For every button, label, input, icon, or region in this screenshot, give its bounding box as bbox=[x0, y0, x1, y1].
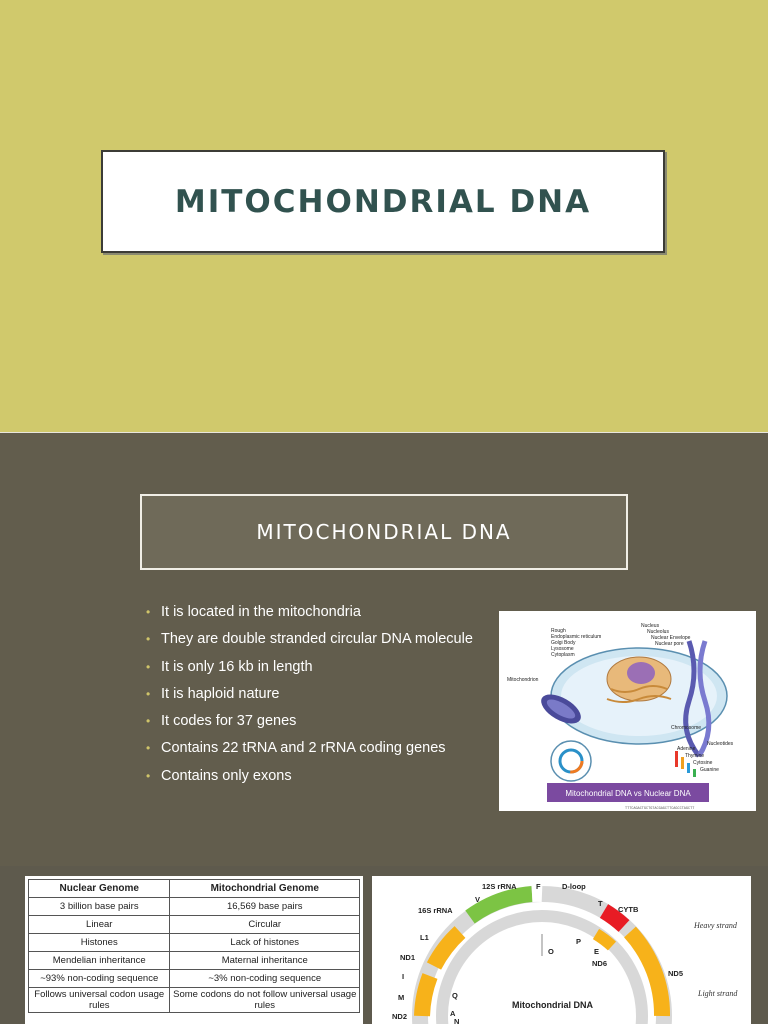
bullet-dot: • bbox=[146, 768, 151, 783]
table-cell: Histones bbox=[29, 934, 170, 952]
label-nd1: ND1 bbox=[400, 953, 416, 962]
label-v: V bbox=[475, 895, 481, 904]
slide-comparison bbox=[0, 866, 768, 1024]
table-row bbox=[29, 934, 360, 952]
cell-illustration bbox=[499, 611, 756, 811]
header-nuclear: Nuclear Genome bbox=[29, 880, 170, 898]
label-n: N bbox=[454, 1017, 460, 1024]
label-nd2: ND2 bbox=[392, 1012, 408, 1021]
bullet-item bbox=[146, 735, 473, 762]
label-endoplasmic: Endoplasmic reticulum bbox=[551, 634, 602, 640]
bullet-text: It is located in the mitochondria bbox=[161, 604, 361, 620]
table-cell: Follows universal codon usage rules bbox=[29, 988, 170, 1013]
table-cell: Lack of histones bbox=[170, 934, 360, 952]
mtdna-map bbox=[372, 876, 751, 1024]
mtdna-map-panel bbox=[372, 876, 751, 1024]
label-mitochondrion: Mitochondrion bbox=[507, 677, 539, 683]
guanine-bar bbox=[693, 769, 696, 777]
label-16s-rrna: 16S rRNA bbox=[418, 906, 453, 915]
slide-content bbox=[0, 432, 768, 866]
label-q: Q bbox=[452, 991, 458, 1000]
label-i: I bbox=[402, 972, 405, 981]
label-nuclear-envelope: Nuclear Envelope bbox=[651, 635, 691, 641]
table-cell: 16,569 base pairs bbox=[170, 898, 360, 916]
label-adenine: Adenine bbox=[677, 746, 696, 752]
bullet-item bbox=[146, 599, 473, 626]
label-cytosine: Cytosine bbox=[693, 760, 713, 766]
table-row bbox=[29, 916, 360, 934]
label-l1: L1 bbox=[420, 933, 429, 942]
bullet-text: It is haploid nature bbox=[161, 685, 280, 702]
bullet-item bbox=[146, 763, 473, 790]
bullet-item bbox=[146, 626, 473, 653]
label-nucleus: Nucleus bbox=[641, 623, 660, 629]
label-a: A bbox=[450, 1009, 456, 1018]
figure-sequence: TTTCAGACTGCTGTACGAGCTTCAGCCTAGCTT bbox=[625, 807, 695, 811]
bullet-dot: • bbox=[146, 686, 151, 701]
bullet-dot: • bbox=[146, 659, 151, 674]
slide-title-text: MITOCHONDRIAL DNA bbox=[174, 183, 592, 220]
label-cytb: CYTB bbox=[618, 905, 639, 914]
mtdna-zoom bbox=[551, 741, 591, 781]
label-nd5: ND5 bbox=[668, 969, 684, 978]
adenine-bar bbox=[675, 751, 678, 767]
content-title-box bbox=[140, 494, 628, 570]
cytosine-bar bbox=[687, 763, 690, 773]
label-lysosome: Lysosome bbox=[551, 646, 574, 652]
label-f: F bbox=[536, 882, 541, 891]
bullet-dot: • bbox=[146, 632, 151, 647]
bullet-list bbox=[146, 599, 473, 790]
table-cell: Circular bbox=[170, 916, 360, 934]
label-rough: Rough bbox=[551, 628, 566, 634]
label-cytoplasm: Cytoplasm bbox=[551, 652, 575, 658]
table-cell: Linear bbox=[29, 916, 170, 934]
table-cell: ~93% non-coding sequence bbox=[29, 970, 170, 988]
table-cell: ~3% non-coding sequence bbox=[170, 970, 360, 988]
label-thymine: Thymine bbox=[685, 753, 705, 759]
map-center-label: Mitochondrial DNA bbox=[512, 1000, 593, 1010]
cell-diagram bbox=[499, 611, 756, 811]
table-header-row bbox=[29, 880, 360, 898]
bullet-item bbox=[146, 681, 473, 708]
bullet-text: It is only 16 kb in length bbox=[161, 658, 313, 675]
label-12s-rrna: 12S rRNA bbox=[482, 882, 517, 891]
thymine-bar bbox=[681, 757, 684, 769]
label-light-strand: Light strand bbox=[698, 989, 738, 998]
nucleolus-shape bbox=[627, 662, 655, 684]
nd2-arc bbox=[422, 976, 430, 1016]
table-cell: Maternal inheritance bbox=[170, 952, 360, 970]
bullet-dot: • bbox=[146, 741, 151, 756]
title-box bbox=[101, 150, 665, 253]
comparison-table-panel bbox=[25, 876, 363, 1024]
bullet-text: They are double stranded circular DNA molecule bbox=[161, 631, 473, 648]
table-row bbox=[29, 970, 360, 988]
header-mitochondrial: Mitochondrial Genome bbox=[170, 880, 360, 898]
label-guanine: Guanine bbox=[700, 767, 719, 773]
table-row bbox=[29, 988, 360, 1013]
comparison-table bbox=[28, 879, 360, 1013]
figure-banner-text: Mitochondrial DNA vs Nuclear DNA bbox=[565, 789, 691, 798]
table-row bbox=[29, 952, 360, 970]
bullet-item bbox=[146, 708, 473, 735]
slide-title bbox=[0, 0, 768, 432]
bullet-dot: • bbox=[146, 714, 151, 729]
label-nd6: ND6 bbox=[592, 959, 608, 968]
label-dloop: D-loop bbox=[562, 882, 586, 891]
content-title-text: MITOCHONDRIAL DNA bbox=[256, 520, 512, 544]
bullet-text: It codes for 37 genes bbox=[161, 713, 297, 730]
bullet-dot: • bbox=[146, 605, 151, 619]
label-p: P bbox=[576, 937, 582, 946]
bullet-item bbox=[146, 654, 473, 681]
label-t: T bbox=[598, 899, 603, 908]
label-chromosome: Chromosome bbox=[671, 725, 702, 731]
table-cell: Mendelian inheritance bbox=[29, 952, 170, 970]
table-cell: Some codons do not follow universal usage rules bbox=[170, 988, 360, 1013]
bullet-text: Contains only exons bbox=[161, 767, 292, 784]
table-cell: 3 billion base pairs bbox=[29, 898, 170, 916]
label-nucleolus: Nucleolus bbox=[647, 629, 669, 635]
table-row bbox=[29, 898, 360, 916]
label-heavy-strand: Heavy strand bbox=[694, 921, 737, 930]
label-oh: O bbox=[548, 947, 554, 956]
label-e: E bbox=[594, 947, 600, 956]
label-golgi: Golgi Body bbox=[551, 640, 576, 646]
label-nuclear-pore: Nuclear pore bbox=[655, 641, 684, 647]
label-m: M bbox=[398, 993, 405, 1002]
label-nucleotides: Nucleotides bbox=[707, 741, 734, 747]
bullet-text: Contains 22 tRNA and 2 rRNA coding genes bbox=[161, 740, 446, 757]
